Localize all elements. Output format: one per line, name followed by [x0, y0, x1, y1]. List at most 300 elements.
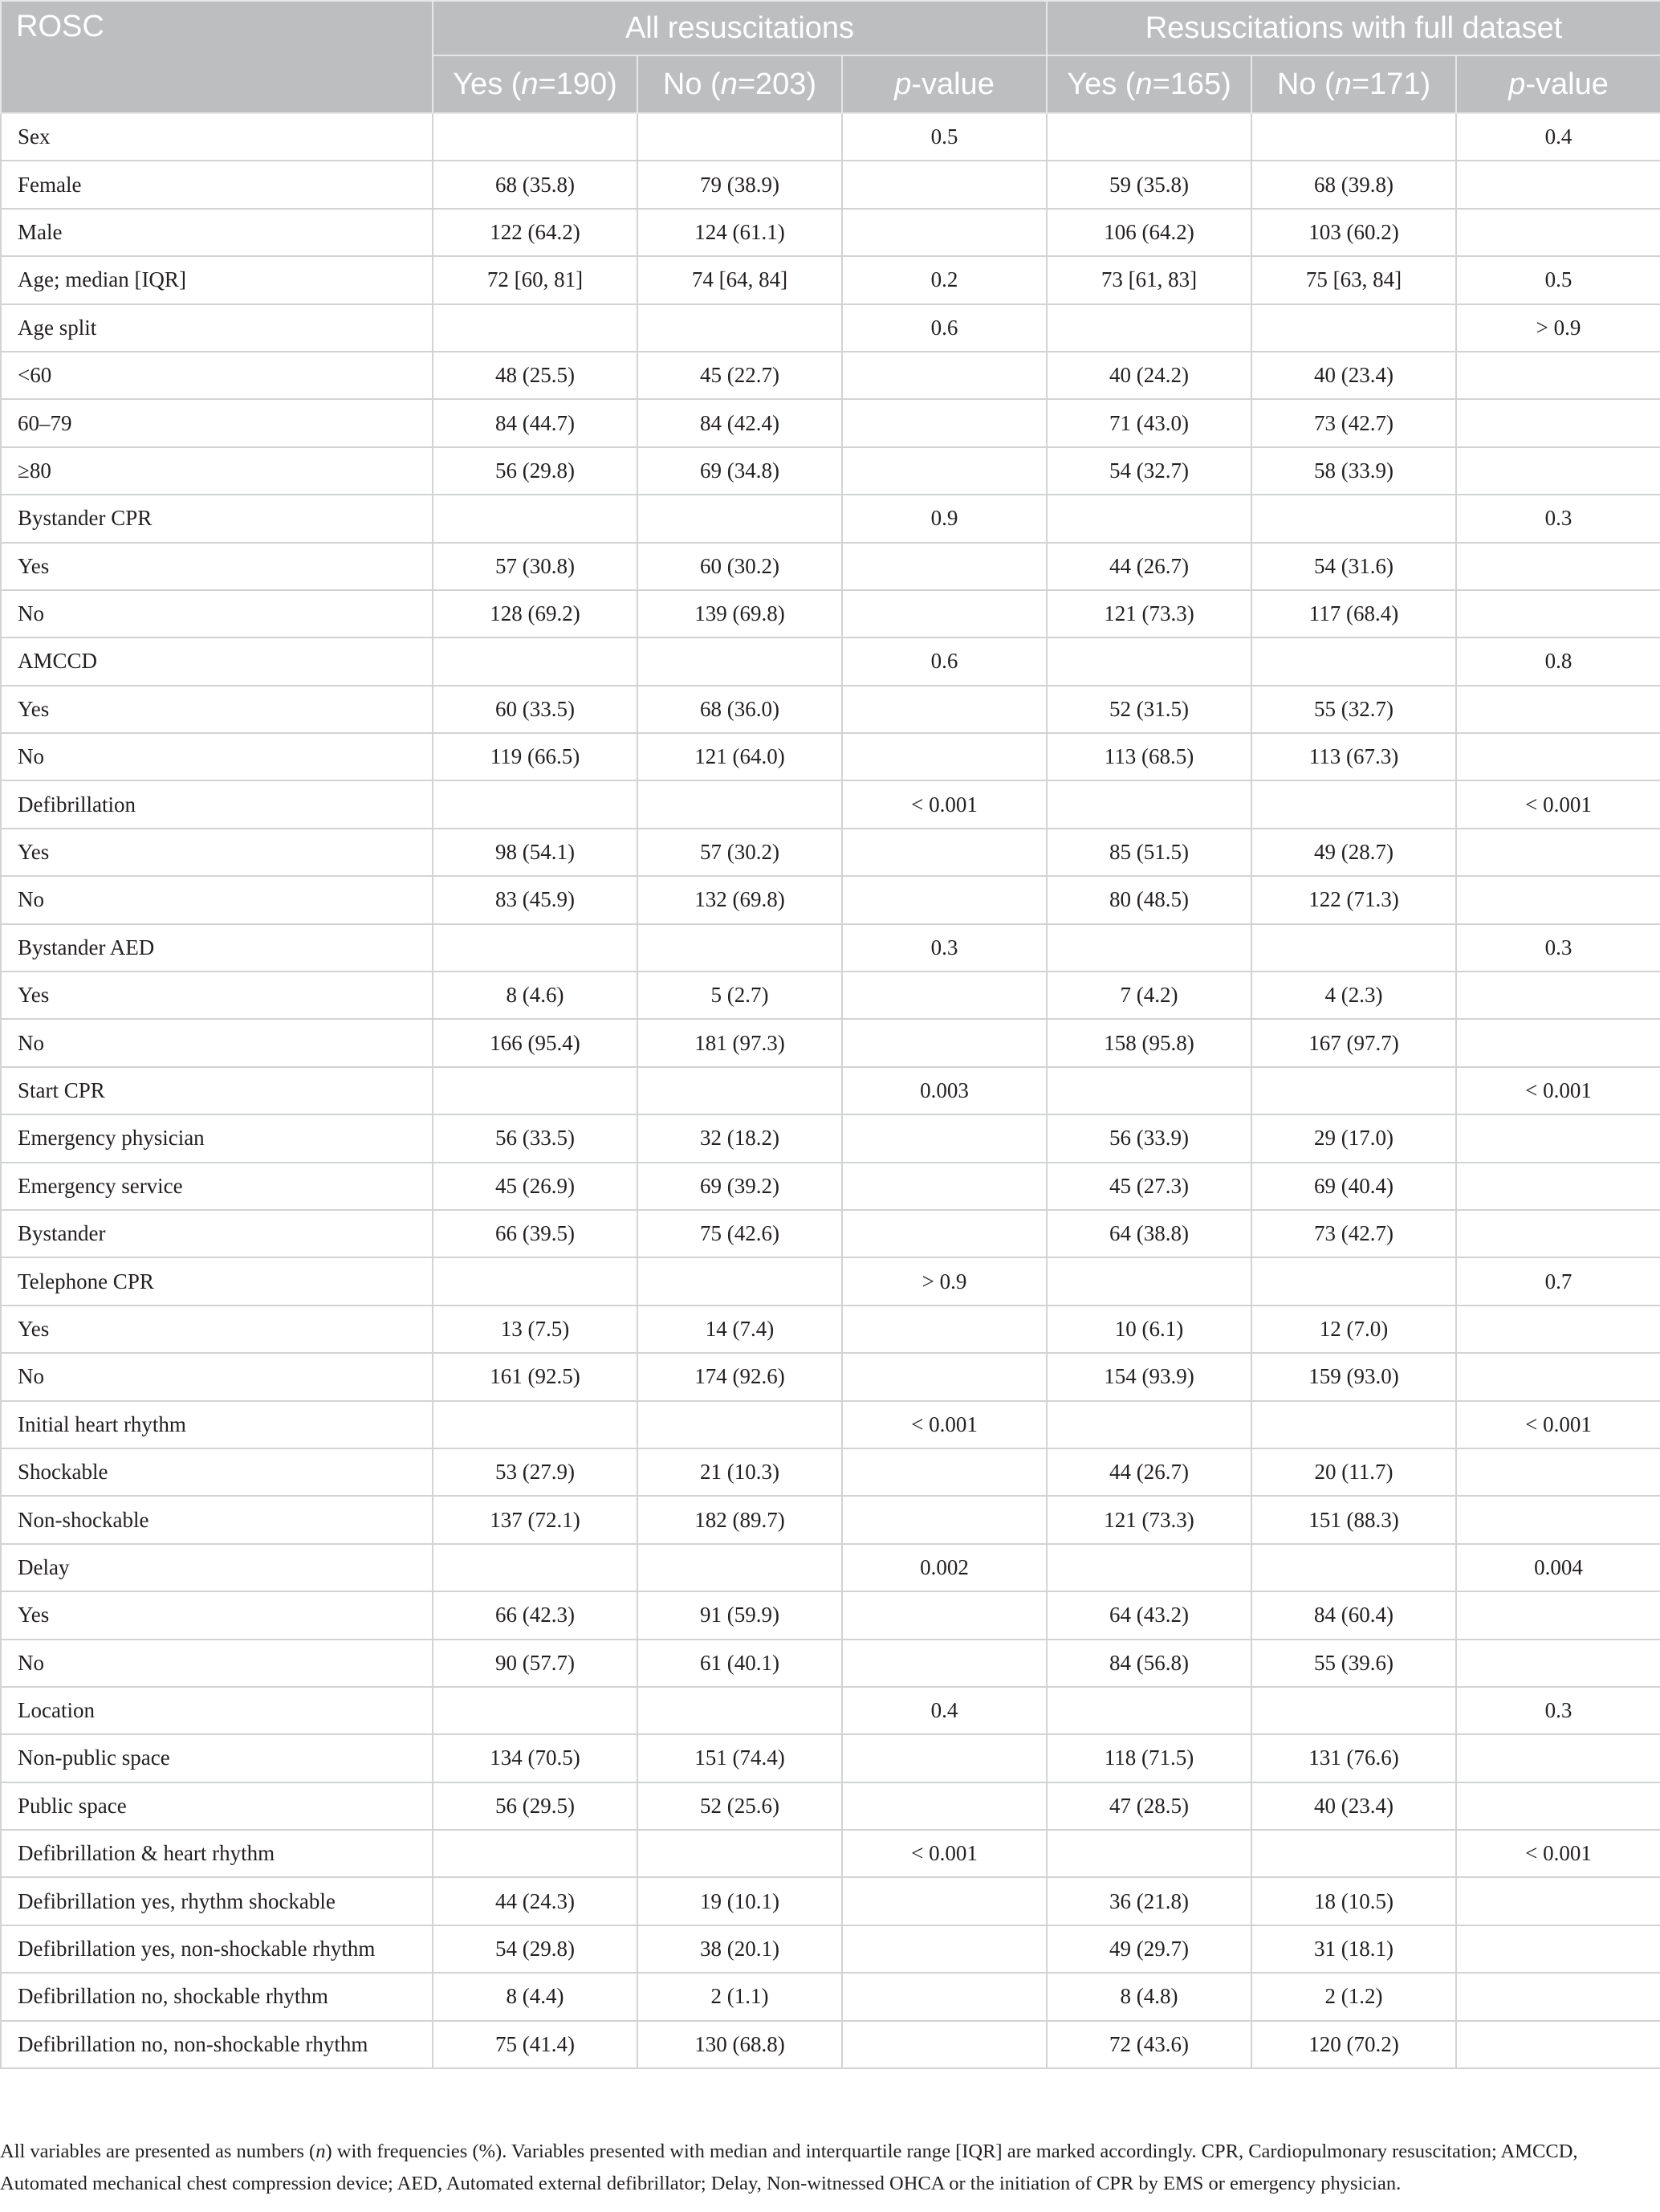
full-p-value: 0.7: [1456, 1257, 1660, 1305]
full-no-value: 159 (93.0): [1251, 1353, 1456, 1400]
all-p-value: [842, 733, 1047, 780]
full-p-value: [1456, 876, 1660, 923]
all-yes-value: 122 (64.2): [433, 209, 637, 256]
full-yes-value: [1047, 1687, 1251, 1734]
full-no-value: 131 (76.6): [1251, 1734, 1456, 1782]
all-no-value: 174 (92.6): [637, 1353, 842, 1400]
all-no-value: [637, 1544, 842, 1591]
all-p-value: [842, 1306, 1047, 1353]
full-no-value: [1251, 780, 1456, 828]
header-all-resuscitations: All resuscitations: [433, 1, 1047, 55]
row-label: Location: [1, 1687, 433, 1734]
full-yes-value: [1047, 1257, 1251, 1305]
full-yes-value: 64 (43.2): [1047, 1591, 1251, 1639]
full-yes-value: 71 (43.0): [1047, 399, 1251, 446]
all-yes-value: 54 (29.8): [433, 1925, 637, 1973]
all-yes-value: [433, 924, 637, 972]
all-p-value: [842, 1114, 1047, 1162]
row-label: Delay: [1, 1544, 433, 1591]
full-p-value: [1456, 543, 1660, 590]
row-label: Bystander: [1, 1210, 433, 1257]
table-row: [1, 1067, 1660, 1114]
full-yes-value: 54 (32.7): [1047, 447, 1251, 495]
full-p-value: 0.3: [1456, 1687, 1660, 1734]
header-p-italic: p: [1508, 67, 1526, 101]
all-no-value: 74 [64, 84]: [637, 256, 842, 303]
row-label: Defibrillation & heart rhythm: [1, 1830, 433, 1877]
full-p-value: [1456, 972, 1660, 1019]
all-no-value: 5 (2.7): [637, 972, 842, 1019]
row-label: Female: [1, 161, 433, 208]
table-row: [1, 256, 1660, 303]
full-no-value: [1251, 638, 1456, 685]
full-yes-value: 7 (4.2): [1047, 972, 1251, 1019]
table-row: [1, 399, 1660, 446]
full-no-value: [1251, 1257, 1456, 1305]
all-p-value: [842, 972, 1047, 1019]
full-no-value: 55 (32.7): [1251, 686, 1456, 733]
table-row: [1, 1163, 1660, 1210]
full-p-value: [1456, 447, 1660, 495]
row-label: Non-public space: [1, 1734, 433, 1782]
full-p-value: [1456, 1114, 1660, 1162]
full-no-value: 73 (42.7): [1251, 399, 1456, 446]
row-label: Emergency service: [1, 1163, 433, 1210]
full-p-value: [1456, 1353, 1660, 1400]
row-label: Sex: [1, 113, 433, 161]
row-label: Yes: [1, 1591, 433, 1639]
full-p-value: [1456, 829, 1660, 876]
table-row: [1, 1973, 1660, 2020]
row-label: ≥80: [1, 447, 433, 495]
all-yes-value: 13 (7.5): [433, 1306, 637, 1353]
table-row: [1, 876, 1660, 923]
row-label: Non-shockable: [1, 1496, 433, 1543]
all-no-value: 139 (69.8): [637, 590, 842, 638]
full-yes-value: 56 (33.9): [1047, 1114, 1251, 1162]
full-p-value: 0.004: [1456, 1544, 1660, 1591]
all-no-value: [637, 304, 842, 352]
all-p-value: 0.9: [842, 495, 1047, 542]
header-n-value: =165): [1152, 67, 1231, 101]
full-p-value: [1456, 1448, 1660, 1496]
all-no-value: 21 (10.3): [637, 1448, 842, 1496]
full-p-value: [1456, 1925, 1660, 1973]
all-p-value: 0.3: [842, 924, 1047, 972]
all-no-value: 75 (42.6): [637, 1210, 842, 1257]
full-p-value: [1456, 590, 1660, 638]
full-no-value: [1251, 924, 1456, 972]
header-no-label: No (: [1276, 67, 1335, 101]
all-p-value: [842, 590, 1047, 638]
all-p-value: 0.6: [842, 638, 1047, 685]
all-p-value: [842, 1591, 1047, 1639]
full-yes-value: 44 (26.7): [1047, 1448, 1251, 1496]
header-row-groups: [1, 1, 1660, 55]
footnote-text-end: ) with frequencies (%). Variables presented with median and interquartile range [IQR] are marked accordingly. CPR, Cardiopulmonary resuscitation; AMCCD, Automated mechanical chest compression device; AED, Automated external defibrillator; Delay, Non-witnessed OHCA or the initiation of CPR by EMS or emergency physician.: [0, 2141, 1578, 2194]
full-no-value: 69 (40.4): [1251, 1163, 1456, 1210]
header-full-dataset: Resuscitations with full dataset: [1047, 1, 1660, 55]
all-yes-value: 134 (70.5): [433, 1734, 637, 1782]
row-label: Yes: [1, 1306, 433, 1353]
all-no-value: 2 (1.1): [637, 1973, 842, 2020]
all-no-value: 45 (22.7): [637, 352, 842, 399]
all-p-value: 0.6: [842, 304, 1047, 352]
full-p-value: [1456, 1640, 1660, 1687]
all-no-value: [637, 1257, 842, 1305]
full-no-value: 54 (31.6): [1251, 543, 1456, 590]
full-no-value: 29 (17.0): [1251, 1114, 1456, 1162]
full-p-value: 0.4: [1456, 113, 1660, 161]
table-row: [1, 1544, 1660, 1591]
all-yes-value: 83 (45.9): [433, 876, 637, 923]
all-no-value: 69 (39.2): [637, 1163, 842, 1210]
all-p-value: [842, 1782, 1047, 1830]
row-label: No: [1, 1353, 433, 1400]
all-yes-value: 66 (42.3): [433, 1591, 637, 1639]
all-no-value: 130 (68.8): [637, 2021, 842, 2068]
all-p-value: [842, 1640, 1047, 1687]
full-yes-value: [1047, 113, 1251, 161]
full-yes-value: 121 (73.3): [1047, 590, 1251, 638]
full-no-value: 40 (23.4): [1251, 352, 1456, 399]
full-p-value: [1456, 1973, 1660, 2020]
all-yes-value: 119 (66.5): [433, 733, 637, 780]
full-yes-value: [1047, 1544, 1251, 1591]
all-p-value: [842, 1163, 1047, 1210]
all-p-value: 0.2: [842, 256, 1047, 303]
table-row: [1, 161, 1660, 208]
full-no-value: [1251, 1544, 1456, 1591]
full-p-value: < 0.001: [1456, 1830, 1660, 1877]
row-label: Male: [1, 209, 433, 256]
full-no-value: [1251, 1830, 1456, 1877]
all-no-value: [637, 638, 842, 685]
header-rosc: ROSC: [1, 1, 433, 113]
all-no-value: [637, 1687, 842, 1734]
all-yes-value: [433, 1830, 637, 1877]
full-yes-value: 8 (4.8): [1047, 1973, 1251, 2020]
row-label: Yes: [1, 972, 433, 1019]
footnote-text-start: All variables are presented as numbers (: [0, 2141, 316, 2162]
all-yes-value: [433, 780, 637, 828]
all-no-value: [637, 780, 842, 828]
all-no-value: 57 (30.2): [637, 829, 842, 876]
table-row: [1, 495, 1660, 542]
all-yes-value: 72 [60, 81]: [433, 256, 637, 303]
full-no-value: 4 (2.3): [1251, 972, 1456, 1019]
header-no-label: No (: [662, 67, 721, 101]
table-row: [1, 1640, 1660, 1687]
all-no-value: 69 (34.8): [637, 447, 842, 495]
full-yes-value: 118 (71.5): [1047, 1734, 1251, 1782]
all-yes-value: [433, 304, 637, 352]
full-no-value: 73 (42.7): [1251, 1210, 1456, 1257]
table-row: [1, 1877, 1660, 1925]
all-yes-value: 60 (33.5): [433, 686, 637, 733]
table-row: [1, 113, 1660, 161]
all-no-value: 181 (97.3): [637, 1019, 842, 1066]
full-p-value: < 0.001: [1456, 1401, 1660, 1448]
all-p-value: [842, 1973, 1047, 2020]
all-no-value: [637, 924, 842, 972]
table-row: [1, 447, 1660, 495]
all-no-value: 79 (38.9): [637, 161, 842, 208]
full-yes-value: [1047, 638, 1251, 685]
all-p-value: < 0.001: [842, 780, 1047, 828]
full-p-value: [1456, 399, 1660, 446]
full-yes-value: 10 (6.1): [1047, 1306, 1251, 1353]
all-p-value: 0.4: [842, 1687, 1047, 1734]
full-p-value: [1456, 209, 1660, 256]
full-yes-value: 72 (43.6): [1047, 2021, 1251, 2068]
full-yes-value: 154 (93.9): [1047, 1353, 1251, 1400]
header-full-no: [1251, 55, 1456, 113]
all-p-value: 0.5: [842, 113, 1047, 161]
full-p-value: [1456, 2021, 1660, 2068]
all-p-value: [842, 1210, 1047, 1257]
all-p-value: [842, 2021, 1047, 2068]
full-yes-value: 49 (29.7): [1047, 1925, 1251, 1973]
full-no-value: 31 (18.1): [1251, 1925, 1456, 1973]
full-no-value: 55 (39.6): [1251, 1640, 1456, 1687]
table-row: [1, 972, 1660, 1019]
full-p-value: [1456, 1877, 1660, 1925]
table-row: [1, 1257, 1660, 1305]
row-label: No: [1, 733, 433, 780]
full-yes-value: 40 (24.2): [1047, 352, 1251, 399]
full-p-value: < 0.001: [1456, 780, 1660, 828]
row-label: Defibrillation no, non-shockable rhythm: [1, 2021, 433, 2068]
full-p-value: [1456, 1306, 1660, 1353]
row-label: Yes: [1, 686, 433, 733]
all-no-value: 14 (7.4): [637, 1306, 842, 1353]
all-p-value: [842, 399, 1047, 446]
table-row: [1, 1782, 1660, 1830]
table-body: [1, 113, 1660, 2068]
all-no-value: 151 (74.4): [637, 1734, 842, 1782]
table-row: [1, 1830, 1660, 1877]
row-label: No: [1, 876, 433, 923]
all-no-value: [637, 113, 842, 161]
all-yes-value: [433, 1067, 637, 1114]
full-p-value: [1456, 686, 1660, 733]
full-p-value: [1456, 161, 1660, 208]
all-yes-value: 57 (30.8): [433, 543, 637, 590]
all-yes-value: 56 (29.5): [433, 1782, 637, 1830]
table-row: [1, 1496, 1660, 1543]
full-no-value: 167 (97.7): [1251, 1019, 1456, 1066]
all-no-value: 182 (89.7): [637, 1496, 842, 1543]
all-yes-value: 66 (39.5): [433, 1210, 637, 1257]
row-label: Age; median [IQR]: [1, 256, 433, 303]
all-yes-value: 90 (57.7): [433, 1640, 637, 1687]
all-yes-value: 166 (95.4): [433, 1019, 637, 1066]
all-no-value: 38 (20.1): [637, 1925, 842, 1973]
header-full-p-value: [1456, 55, 1660, 113]
row-label: Start CPR: [1, 1067, 433, 1114]
full-no-value: 84 (60.4): [1251, 1591, 1456, 1639]
full-yes-value: 47 (28.5): [1047, 1782, 1251, 1830]
full-no-value: 20 (11.7): [1251, 1448, 1456, 1496]
full-p-value: [1456, 1591, 1660, 1639]
header-n-italic: n: [521, 67, 539, 101]
full-no-value: [1251, 1687, 1456, 1734]
all-p-value: [842, 829, 1047, 876]
full-yes-value: 113 (68.5): [1047, 733, 1251, 780]
all-p-value: [842, 686, 1047, 733]
header-yes-label: Yes (: [453, 67, 522, 101]
all-no-value: [637, 1830, 842, 1877]
all-yes-value: 128 (69.2): [433, 590, 637, 638]
all-p-value: [842, 1877, 1047, 1925]
all-no-value: 32 (18.2): [637, 1114, 842, 1162]
full-yes-value: 84 (56.8): [1047, 1640, 1251, 1687]
full-yes-value: [1047, 924, 1251, 972]
table-row: [1, 1687, 1660, 1734]
full-p-value: 0.3: [1456, 495, 1660, 542]
full-no-value: 68 (39.8): [1251, 161, 1456, 208]
table-row: [1, 352, 1660, 399]
all-yes-value: 137 (72.1): [433, 1496, 637, 1543]
table-footnote: [0, 2136, 1654, 2200]
row-label: Bystander CPR: [1, 495, 433, 542]
full-yes-value: [1047, 1830, 1251, 1877]
full-p-value: [1456, 1019, 1660, 1066]
all-p-value: [842, 209, 1047, 256]
header-p-suffix: -value: [1525, 67, 1609, 101]
all-p-value: < 0.001: [842, 1401, 1047, 1448]
all-p-value: < 0.001: [842, 1830, 1047, 1877]
all-no-value: 19 (10.1): [637, 1877, 842, 1925]
all-yes-value: 48 (25.5): [433, 352, 637, 399]
full-p-value: 0.8: [1456, 638, 1660, 685]
header-yes-label: Yes (: [1067, 67, 1136, 101]
all-p-value: [842, 1448, 1047, 1496]
table-row: [1, 1448, 1660, 1496]
all-yes-value: [433, 1687, 637, 1734]
all-yes-value: [433, 638, 637, 685]
full-yes-value: [1047, 495, 1251, 542]
full-p-value: 0.3: [1456, 924, 1660, 972]
row-label: Defibrillation yes, non-shockable rhythm: [1, 1925, 433, 1973]
header-n-value: =171): [1351, 67, 1431, 101]
all-p-value: [842, 1019, 1047, 1066]
table-row: [1, 1734, 1660, 1782]
header-p-suffix: -value: [911, 67, 995, 101]
all-no-value: 91 (59.9): [637, 1591, 842, 1639]
row-label: 60–79: [1, 399, 433, 446]
table-row: [1, 1925, 1660, 1973]
full-no-value: [1251, 1401, 1456, 1448]
full-no-value: 113 (67.3): [1251, 733, 1456, 780]
table-row: [1, 1401, 1660, 1448]
table-row: [1, 543, 1660, 590]
full-no-value: 120 (70.2): [1251, 2021, 1456, 2068]
full-p-value: [1456, 733, 1660, 780]
full-no-value: 151 (88.3): [1251, 1496, 1456, 1543]
header-all-p-value: [842, 55, 1047, 113]
all-p-value: [842, 1353, 1047, 1400]
all-yes-value: [433, 113, 637, 161]
full-no-value: 12 (7.0): [1251, 1306, 1456, 1353]
all-no-value: [637, 495, 842, 542]
header-p-italic: p: [894, 67, 912, 101]
all-yes-value: 84 (44.7): [433, 399, 637, 446]
all-no-value: [637, 1401, 842, 1448]
full-no-value: 122 (71.3): [1251, 876, 1456, 923]
table-row: [1, 2021, 1660, 2068]
row-label: No: [1, 1019, 433, 1066]
full-yes-value: 59 (35.8): [1047, 161, 1251, 208]
table-row: [1, 1353, 1660, 1400]
all-yes-value: 8 (4.6): [433, 972, 637, 1019]
all-yes-value: 53 (27.9): [433, 1448, 637, 1496]
all-yes-value: 56 (33.5): [433, 1114, 637, 1162]
all-no-value: [637, 1067, 842, 1114]
full-yes-value: 85 (51.5): [1047, 829, 1251, 876]
full-p-value: [1456, 1210, 1660, 1257]
full-yes-value: 121 (73.3): [1047, 1496, 1251, 1543]
all-no-value: 121 (64.0): [637, 733, 842, 780]
header-n-value: =190): [538, 67, 617, 101]
all-no-value: 52 (25.6): [637, 1782, 842, 1830]
all-yes-value: [433, 495, 637, 542]
all-no-value: 61 (40.1): [637, 1640, 842, 1687]
full-no-value: 2 (1.2): [1251, 1973, 1456, 2020]
footnote-n-italic: n: [315, 2141, 326, 2162]
full-yes-value: 45 (27.3): [1047, 1163, 1251, 1210]
all-p-value: [842, 543, 1047, 590]
row-label: Shockable: [1, 1448, 433, 1496]
table-row: [1, 924, 1660, 972]
all-yes-value: 45 (26.9): [433, 1163, 637, 1210]
row-label: Telephone CPR: [1, 1257, 433, 1305]
row-label: No: [1, 590, 433, 638]
full-yes-value: [1047, 780, 1251, 828]
header-n-italic: n: [1135, 67, 1153, 101]
all-p-value: [842, 161, 1047, 208]
all-no-value: 84 (42.4): [637, 399, 842, 446]
table-header: [1, 1, 1660, 113]
header-n-value: =203): [737, 67, 817, 101]
all-no-value: 132 (69.8): [637, 876, 842, 923]
header-all-no: [637, 55, 842, 113]
table-row: [1, 829, 1660, 876]
row-label: Bystander AED: [1, 924, 433, 972]
header-n-italic: n: [1334, 67, 1352, 101]
all-yes-value: [433, 1544, 637, 1591]
row-label: Yes: [1, 829, 433, 876]
full-p-value: 0.5: [1456, 256, 1660, 303]
header-n-italic: n: [720, 67, 738, 101]
all-p-value: > 0.9: [842, 1257, 1047, 1305]
all-p-value: [842, 876, 1047, 923]
full-no-value: 75 [63, 84]: [1251, 256, 1456, 303]
header-full-yes: [1047, 55, 1251, 113]
full-yes-value: 106 (64.2): [1047, 209, 1251, 256]
table-row: [1, 1019, 1660, 1066]
table-row: [1, 1306, 1660, 1353]
row-label: Initial heart rhythm: [1, 1401, 433, 1448]
all-yes-value: 44 (24.3): [433, 1877, 637, 1925]
full-no-value: 40 (23.4): [1251, 1782, 1456, 1830]
table-row: [1, 638, 1660, 685]
full-no-value: [1251, 495, 1456, 542]
full-p-value: [1456, 1496, 1660, 1543]
all-yes-value: 161 (92.5): [433, 1353, 637, 1400]
full-no-value: [1251, 113, 1456, 161]
